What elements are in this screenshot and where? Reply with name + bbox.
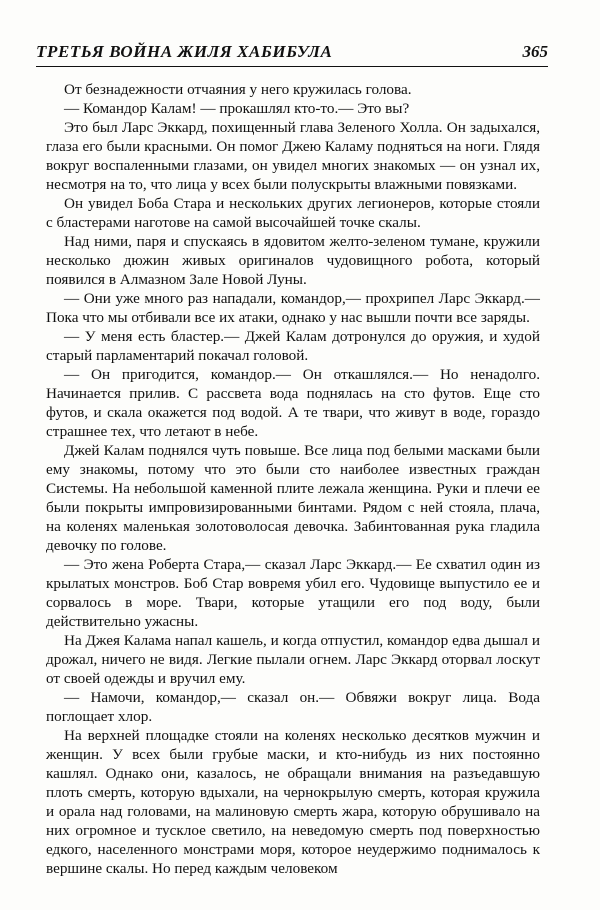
paragraph: — Они уже много раз нападали, командор,— прохрипел Ларс Эккард.— Пока что мы отбивали все их атаки, однако у нас вышли почти все заряды.: [46, 290, 540, 326]
header-rule: [36, 66, 548, 67]
paragraph: — Это жена Роберта Стара,— сказал Ларс Эккард.— Ее схватил один из крылатых монстров. Боб Стар вовремя убил его. Чудовище выпустило ее и сорвалось в море. Твари, которые утащили его под воду, были действительно ужасны.: [46, 556, 540, 630]
paragraph: Он увидел Боба Стара и нескольких других легионеров, которые стояли с бластерами наготове на самой высочайшей точке скалы.: [46, 195, 540, 231]
paragraph: От безнадежности отчаяния у него кружилась голова.: [64, 81, 412, 98]
paragraph: На верхней площадке стояли на коленях несколько десятков мужчин и женщин. У всех были грубые маски, и кто-нибудь из них постоянно кашлял. Однако они, казалось, не обращали внимания на разъедавшую плоть смерть, которую вдыхали, на чернокрылую смерть, которая кружила и орала над головами, на малиновую смерть жара, которую обрушивало на них огромное и тусклое светило, на неведомую смерть под поверхностью едкого, населенного монстрами моря, которое неудержимо поднималось к вершине скалы. Но перед каждым человеком: [46, 727, 540, 877]
paragraph: — Намочи, командор,— сказал он.— Обвяжи вокруг лица. Вода поглощает хлор.: [46, 689, 540, 725]
running-title: ТРЕТЬЯ ВОЙНА ЖИЛЯ ХАБИБУЛА: [36, 42, 333, 61]
paragraph: На Джея Калама напал кашель, и когда отпустил, командор едва дышал и дрожал, ничего не видя. Легкие пылали огнем. Ларс Эккард оторвал лоскут от своей одежды и вручил ему.: [46, 632, 540, 687]
body-text: [46, 80, 540, 878]
paragraph: — Командор Калам! — прокашлял кто-то.— Это вы?: [64, 100, 410, 117]
page-header: [36, 36, 548, 64]
page-number: 365: [522, 42, 548, 61]
paragraph: Это был Ларс Эккард, похищенный глава Зеленого Холла. Он задыхался, глаза его были красными. Он помог Джею Каламу подняться на ноги. Глядя вокруг воспаленными глазами, он увидел многих знакомых — он узнал их, несмотря на то, что лица у всех были полускрыты влажными повязками.: [46, 119, 540, 193]
paragraph: Джей Калам поднялся чуть повыше. Все лица под белыми масками были ему знакомы, потому что это были сто наиболее известных граждан Системы. На небольшой каменной плите лежала женщина. Руки и плечи ее были покрыты импровизированными бинтами. Рядом с ней стояла, плача, на коленях маленькая золотоволосая девочка. Забинтованная рука гладила девочку по голове.: [46, 442, 540, 554]
paragraph: — Он пригодится, командор.— Он откашлялся.— Но ненадолго. Начинается прилив. С рассвета вода поднялась на сто футов. Еще сто футов, и скала окажется под водой. А те твари, что живут в воде, гораздо страшнее тех, что летают в небе.: [46, 366, 540, 440]
paragraph: Над ними, паря и спускаясь в ядовитом желто-зеленом тумане, кружили несколько дюжин живых оригиналов чудовищного робота, который появился в Алмазном Зале Новой Луны.: [46, 233, 540, 288]
paragraph: — У меня есть бластер.— Джей Калам дотронулся до оружия, и худой старый парламентарий покачал головой.: [46, 328, 540, 364]
